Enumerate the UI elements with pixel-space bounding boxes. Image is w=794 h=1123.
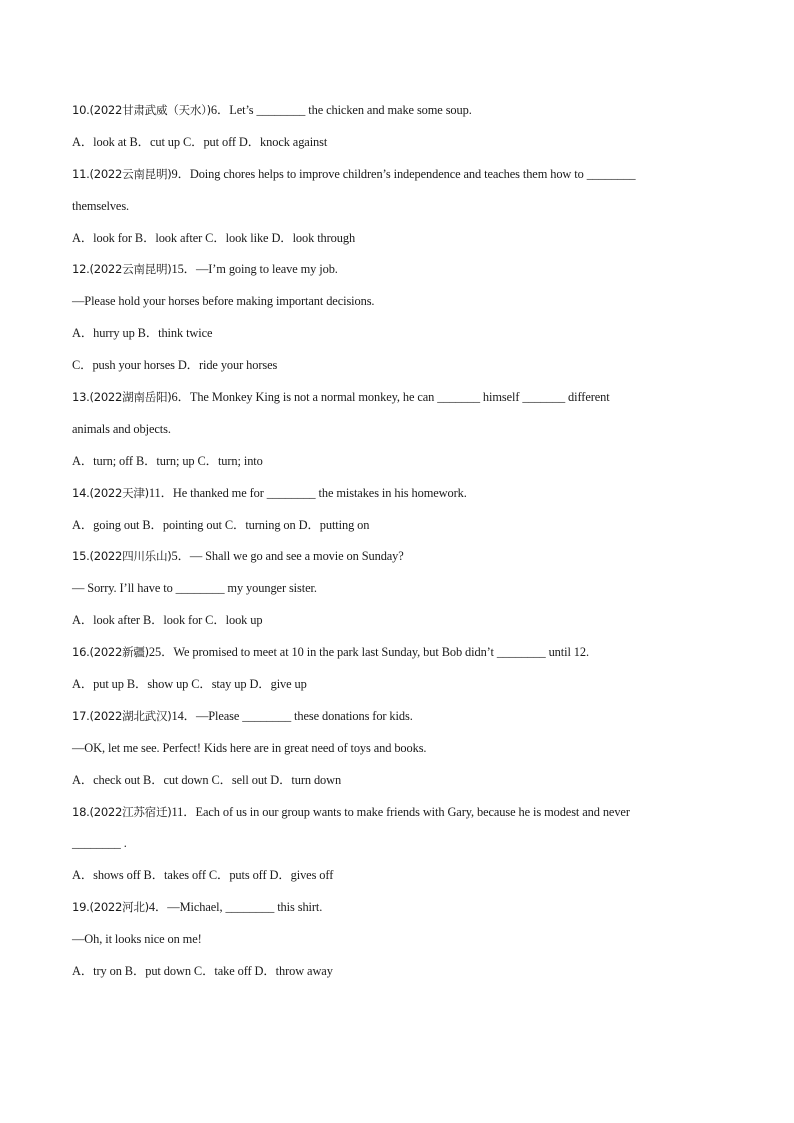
question-19-dialogue: —Oh, it looks nice on me! <box>72 932 202 947</box>
question-18-stem <box>72 798 722 830</box>
question-text: 6．Let’s ________ the chicken and make some soup. <box>210 103 472 117</box>
question-text: 6．The Monkey King is not a normal monkey, he can _______ himself _______ different <box>171 390 610 405</box>
question-text: 11．Each of us in our group wants to make friends with Gary, because he is modest and never <box>171 804 630 819</box>
question-source: 17.(2022湖北武汉) <box>72 708 172 723</box>
question-16-stem <box>72 638 722 670</box>
question-12-stem <box>72 255 722 287</box>
question-14-stem <box>72 479 722 511</box>
question-text: 25．We promised to meet at 10 in the park last Sunday, but Bob didn’t ________ until 12. <box>148 645 589 660</box>
question-15-options: A．look after B．look for C．look up <box>72 613 263 628</box>
question-source: 16.(2022新疆) <box>72 645 149 660</box>
question-15-stem <box>72 542 722 574</box>
question-source: 13.(2022湖南岳阳) <box>72 390 172 405</box>
question-source: 10.(2022甘肃武威（天水）) <box>72 103 211 117</box>
question-11-stem <box>72 160 722 192</box>
question-source: 12.(2022云南昆明) <box>72 262 172 277</box>
question-text: 11．He thanked me for ________ the mistakes in his homework. <box>148 485 467 500</box>
question-11-stem-continued: themselves. <box>72 198 130 213</box>
question-12-options-ab: A．hurry up B．think twice <box>72 326 213 341</box>
question-source: 11.(2022云南昆明) <box>72 166 172 181</box>
question-18-stem-continued: ________ . <box>72 836 127 851</box>
question-source: 19.(2022河北) <box>72 900 149 915</box>
question-16-options: A．put up B．show up C．stay up D．give up <box>72 677 307 692</box>
question-source: 14.(2022天津) <box>72 485 149 500</box>
question-12-dialogue: —Please hold your horses before making important decisions. <box>72 294 375 309</box>
question-text: 9．Doing chores helps to improve children’s independence and teaches them how to ________ <box>171 166 636 181</box>
question-source: 15.(2022四川乐山) <box>72 549 172 564</box>
question-13-stem <box>72 383 722 415</box>
question-19-options: A．try on B．put down C．take off D．throw away <box>72 964 333 979</box>
question-12-options-cd: C．push your horses D．ride your horses <box>72 358 278 373</box>
question-text: 4．—Michael, ________ this shirt. <box>148 900 323 915</box>
question-17-dialogue: —OK, let me see. Perfect! Kids here are in great need of toys and books. <box>72 740 427 755</box>
question-11-options: A．look for B．look after C．look like D．look through <box>72 230 356 245</box>
question-17-stem <box>72 702 722 734</box>
question-19-stem <box>72 893 722 925</box>
question-10-stem <box>72 96 722 128</box>
question-18-options: A．shows off B．takes off C．puts off D．gives off <box>72 868 334 883</box>
question-14-options: A．going out B．pointing out C．turning on D．putting on <box>72 517 370 532</box>
question-13-options: A．turn; off B．turn; up C．turn; into <box>72 453 263 468</box>
question-10-options: A．look at B．cut up C．put off D．knock against <box>72 134 328 149</box>
question-text: 5．— Shall we go and see a movie on Sunday? <box>171 549 404 564</box>
question-text: 15．—I’m going to leave my job. <box>171 262 338 277</box>
document-body <box>72 96 722 989</box>
question-text: 14．—Please ________ these donations for kids. <box>171 708 413 723</box>
question-17-options: A．check out B．cut down C．sell out D．turn down <box>72 772 342 787</box>
question-13-stem-continued: animals and objects. <box>72 421 171 436</box>
question-15-dialogue: — Sorry. I’ll have to ________ my younger sister. <box>72 581 317 596</box>
question-source: 18.(2022江苏宿迁) <box>72 804 172 819</box>
